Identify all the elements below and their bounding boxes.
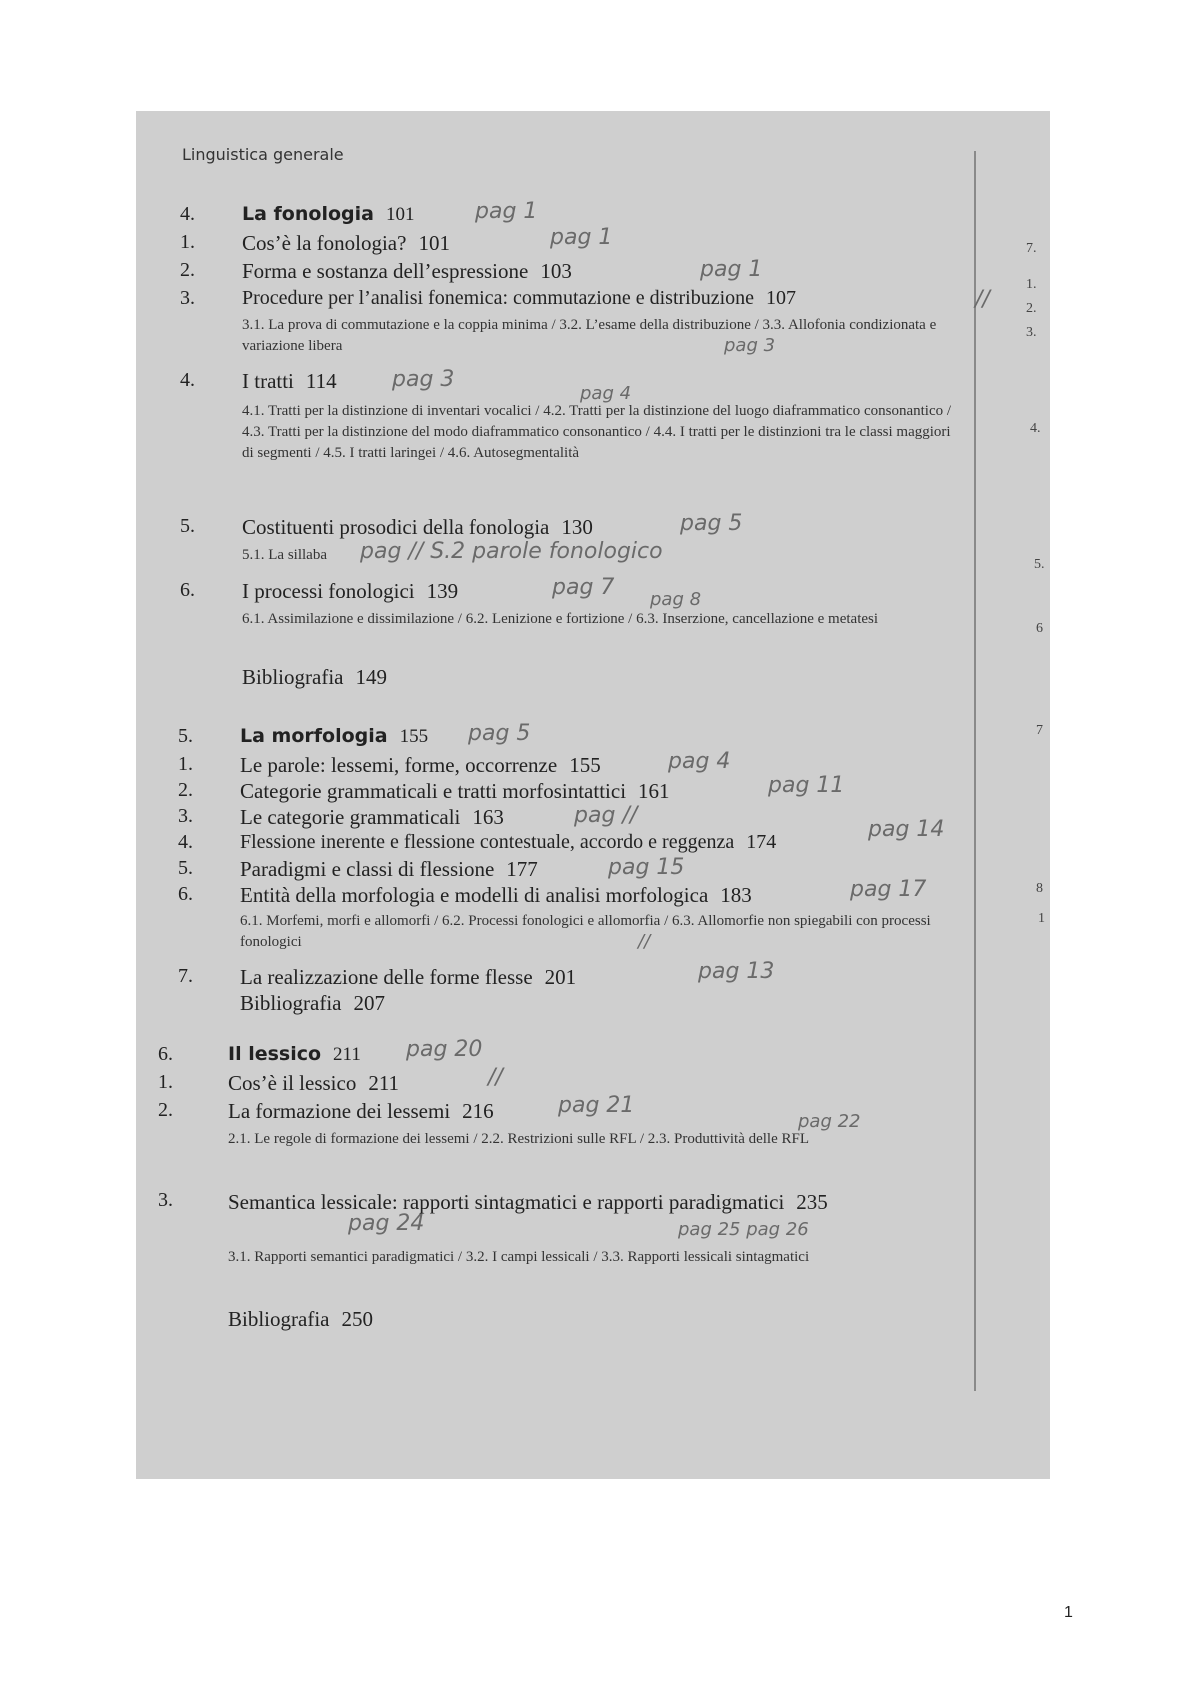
section-number: 3. bbox=[180, 287, 195, 309]
section-number: 2. bbox=[180, 259, 195, 281]
chapter-title: Il lessico bbox=[228, 1043, 322, 1065]
handwritten-note: pag 1 bbox=[550, 225, 613, 250]
subsection-list: 3.1. Rapporti semantici paradigmatici / 3.2. I campi lessicali / 3.3. Rapporti lessicali sintagmatici bbox=[228, 1249, 810, 1265]
page-number: 101 bbox=[418, 231, 450, 255]
section-entry bbox=[180, 665, 980, 695]
section-number: 5. bbox=[180, 515, 195, 537]
page-number: 139 bbox=[426, 579, 459, 603]
section-entry bbox=[178, 991, 978, 1017]
section-entry bbox=[180, 575, 980, 649]
section-title: Cos’è il lessico bbox=[228, 1071, 357, 1095]
section-entry bbox=[180, 259, 980, 287]
handwritten-note: pag 14 bbox=[868, 817, 945, 842]
section-entry bbox=[180, 511, 980, 575]
handwritten-note: // bbox=[488, 1065, 503, 1090]
section-number: 4. bbox=[180, 369, 195, 391]
section-title: Costituenti prosodici della fonologia bbox=[242, 515, 550, 539]
handwritten-note: pag 4 bbox=[580, 383, 632, 404]
section-title: Cos’è la fonologia? bbox=[242, 231, 407, 255]
edge-number: 8 bbox=[1036, 881, 1043, 896]
page-number: 103 bbox=[540, 259, 572, 283]
section-number: 4. bbox=[178, 831, 193, 853]
edge-number: 4. bbox=[1030, 421, 1041, 436]
section-entry bbox=[178, 805, 978, 831]
handwritten-note: pag 20 bbox=[406, 1037, 483, 1062]
section-number: 1. bbox=[180, 231, 195, 253]
handwritten-note: pag 24 bbox=[348, 1211, 425, 1236]
section-number: 3. bbox=[158, 1189, 173, 1211]
section-number: 3. bbox=[178, 805, 193, 827]
edge-number: 5. bbox=[1034, 557, 1045, 572]
handwritten-note: pag 8 bbox=[650, 589, 702, 610]
section-entry bbox=[178, 773, 978, 805]
section-entry bbox=[158, 1189, 978, 1289]
page-number: 130 bbox=[561, 515, 593, 539]
edge-number: 1. bbox=[1026, 277, 1037, 292]
handwritten-note: pag 3 bbox=[392, 367, 455, 392]
edge-number: 7 bbox=[1036, 723, 1043, 738]
page-number: 235 bbox=[796, 1190, 828, 1214]
section-number: 1. bbox=[158, 1071, 173, 1093]
handwritten-note: pag 15 bbox=[608, 855, 685, 880]
section-entry bbox=[180, 287, 990, 367]
edge-number: 6 bbox=[1036, 621, 1043, 636]
handwritten-note: pag // bbox=[574, 803, 638, 828]
handwritten-note: pag 22 bbox=[798, 1111, 861, 1132]
page-number: 250 bbox=[341, 1307, 373, 1331]
page-number: 107 bbox=[766, 287, 797, 309]
subsection-list: 2.1. Le regole di formazione dei lessemi / 2.2. Restrizioni sulle RFL / 2.3. Produttività delle RFL bbox=[228, 1131, 810, 1147]
section-title: Procedure per l’analisi fonemica: commutazione e distribuzione bbox=[242, 287, 755, 309]
section-title: La formazione dei lessemi bbox=[228, 1099, 451, 1123]
section-title: Entità della morfologia e modelli di analisi morfologica bbox=[240, 883, 709, 907]
bibliography-title: Bibliografia bbox=[240, 991, 342, 1015]
chapter-number: 6. bbox=[158, 1043, 173, 1065]
handwritten-note: pag 17 bbox=[850, 877, 927, 902]
section-title: Paradigmi e classi di flessione bbox=[240, 857, 495, 881]
handwritten-note: pag 11 bbox=[768, 773, 845, 798]
section-number: 6. bbox=[180, 579, 195, 601]
section-entry bbox=[178, 877, 978, 953]
section-entry bbox=[158, 1307, 978, 1333]
section-title: I processi fonologici bbox=[242, 579, 415, 603]
section-title: I tratti bbox=[242, 369, 294, 393]
page-number: 101 bbox=[385, 204, 415, 225]
section-number: 5. bbox=[178, 857, 193, 879]
section-title: Flessione inerente e flessione contestuale, accordo e reggenza bbox=[240, 831, 735, 853]
handwritten-note: pag 7 bbox=[552, 575, 615, 600]
section-title: Semantica lessicale: rapporti sintagmatici e rapporti paradigmatici bbox=[228, 1190, 785, 1214]
handwritten-note: pag 13 bbox=[698, 959, 775, 984]
chapter-entry bbox=[158, 1037, 978, 1073]
edge-number: 1 bbox=[1038, 911, 1045, 926]
edge-number: 7. bbox=[1026, 241, 1037, 256]
section-number: 2. bbox=[178, 779, 193, 801]
subsection-list: 6.1. Morfemi, morfi e allomorfi / 6.2. Processi fonologici e allomorfia / 6.3. Allomorfie non spiegabili con processi fonologici bbox=[240, 913, 931, 950]
subsection-list: 6.1. Assimilazione e dissimilazione / 6.2. Lenizione e fortizione / 6.3. Inserzione, cancellazione e metatesi bbox=[242, 611, 879, 627]
page-number: 163 bbox=[472, 805, 504, 829]
handwritten-note: pag // S.2 parole fonologico bbox=[360, 539, 663, 564]
handwritten-note: // bbox=[975, 287, 990, 312]
page-number: 211 bbox=[333, 1044, 361, 1065]
section-number: 2. bbox=[158, 1099, 173, 1121]
chapter-title: La fonologia bbox=[242, 203, 374, 225]
subsection-list: 4.1. Tratti per la distinzione di inventari vocalici / 4.2. Tratti per la distinzione del luogo diaframmatico consonantico / 4.3. Tratti per la distinzione del modo diaframmatico consonantico / 4.4. I tratti per le distinzioni tra le classi maggiori di segmenti / 4.5. I tratti laringei / 4.6. Autosegmentalità bbox=[242, 403, 952, 461]
bibliography-title: Bibliografia bbox=[242, 665, 344, 689]
page-number: 201 bbox=[544, 965, 577, 989]
section-title: La realizzazione delle forme flesse bbox=[240, 965, 533, 989]
section-entry bbox=[178, 749, 978, 779]
subsection-list: 5.1. La sillaba bbox=[242, 547, 327, 563]
page-number: 211 bbox=[368, 1071, 400, 1095]
handwritten-note: pag 25 pag 26 bbox=[678, 1219, 809, 1240]
section-title: Le parole: lessemi, forme, occorrenze bbox=[240, 753, 558, 777]
section-number: 1. bbox=[178, 753, 193, 775]
section-entry bbox=[180, 225, 980, 259]
page-number: 114 bbox=[305, 369, 337, 393]
scanned-page-photo bbox=[136, 111, 1050, 1479]
section-title: Forma e sostanza dell’espressione bbox=[242, 259, 529, 283]
section-entry bbox=[178, 959, 978, 991]
page-number: 161 bbox=[638, 779, 670, 803]
section-entry bbox=[158, 1093, 978, 1169]
page-number: 207 bbox=[353, 991, 385, 1015]
chapter-number: 4. bbox=[180, 203, 195, 225]
handwritten-note: pag 4 bbox=[668, 749, 731, 774]
handwritten-note: pag 1 bbox=[475, 199, 538, 224]
edge-number: 2. bbox=[1026, 301, 1037, 316]
handwritten-note: // bbox=[638, 931, 651, 952]
page-number: 183 bbox=[720, 883, 752, 907]
edge-number: 3. bbox=[1026, 325, 1037, 340]
handwritten-note: pag 21 bbox=[558, 1093, 635, 1118]
page-number: 155 bbox=[569, 753, 601, 777]
chapter-entry bbox=[178, 721, 978, 755]
handwritten-note: pag 5 bbox=[468, 721, 531, 746]
page-number: 177 bbox=[506, 857, 538, 881]
page-number: 174 bbox=[746, 831, 777, 853]
handwritten-note: pag 1 bbox=[700, 257, 763, 282]
handwritten-note: pag 3 bbox=[724, 335, 776, 356]
running-head: Linguistica generale bbox=[182, 145, 344, 164]
subsection-list: 3.1. La prova di commutazione e la coppia minima / 3.2. L’esame della distribuzione / 3.3. Allofonia condizionata e variazione libera bbox=[242, 317, 937, 354]
document-page-number: 1 bbox=[1064, 1604, 1073, 1621]
section-title: Le categorie grammaticali bbox=[240, 805, 461, 829]
bibliography-title: Bibliografia bbox=[228, 1307, 330, 1331]
section-entry bbox=[180, 369, 980, 489]
handwritten-note: pag 5 bbox=[680, 511, 743, 536]
chapter-title: La morfologia bbox=[240, 725, 388, 747]
section-number: 7. bbox=[178, 965, 193, 987]
page-number: 149 bbox=[355, 665, 387, 689]
page-number: 155 bbox=[399, 726, 429, 747]
page-number: 216 bbox=[462, 1099, 494, 1123]
section-number: 6. bbox=[178, 883, 193, 905]
section-title: Categorie grammaticali e tratti morfosintattici bbox=[240, 779, 627, 803]
chapter-number: 5. bbox=[178, 725, 193, 747]
